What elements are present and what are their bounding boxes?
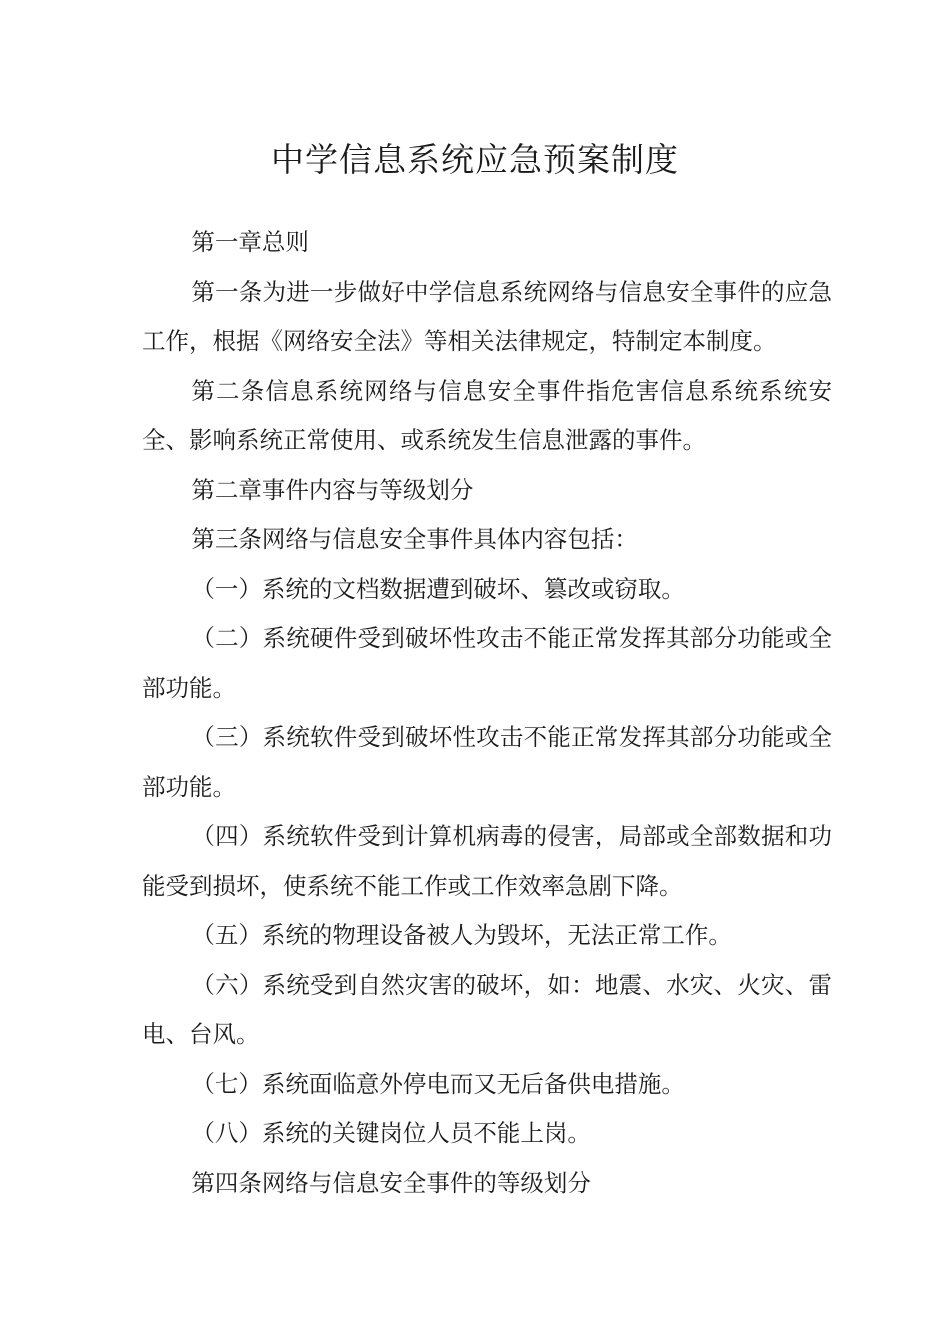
article-paragraph: 第一条为进一步做好中学信息系统网络与信息安全事件的应急工作，根据《网络安全法》等相关法律规定，特制定本制度。 xyxy=(142,277,832,355)
list-item: （一）系统的文档数据遭到破坏、篡改或窃取。 xyxy=(191,574,685,603)
article-paragraph: 第三条网络与信息安全事件具体内容包括： xyxy=(191,525,638,553)
article-paragraph: 第四条网络与信息安全事件的等级划分 xyxy=(191,1168,591,1197)
list-item: （七）系统面临意外停电而又无后备供电措施。 xyxy=(191,1069,685,1098)
list-item: （三）系统软件受到破坏性攻击不能正常发挥其部分功能或全部功能。 xyxy=(142,723,832,801)
list-item: （二）系统硬件受到破坏性攻击不能正常发挥其部分功能或全部功能。 xyxy=(142,624,832,702)
list-item: （六）系统受到自然灾害的破坏，如：地震、水灾、火灾、雷电、台风。 xyxy=(142,970,832,1048)
document-body xyxy=(142,218,832,1208)
chapter-heading: 第二章事件内容与等级划分 xyxy=(191,475,474,504)
list-item: （五）系统的物理设备被人为毁坏，无法正常工作。 xyxy=(191,921,732,949)
chapter-heading: 第一章总则 xyxy=(191,228,309,256)
list-item: （八）系统的关键岗位人员不能上岗。 xyxy=(191,1119,591,1147)
list-item: （四）系统软件受到计算机病毒的侵害，局部或全部数据和功能受到损坏，使系统不能工作或工作效率急剧下降。 xyxy=(142,822,832,900)
article-paragraph: 第二条信息系统网络与信息安全事件指危害信息系统系统安全、影响系统正常使用、或系统发生信息泄露的事件。 xyxy=(142,376,832,454)
document-title: 中学信息系统应急预案制度 xyxy=(271,140,679,179)
